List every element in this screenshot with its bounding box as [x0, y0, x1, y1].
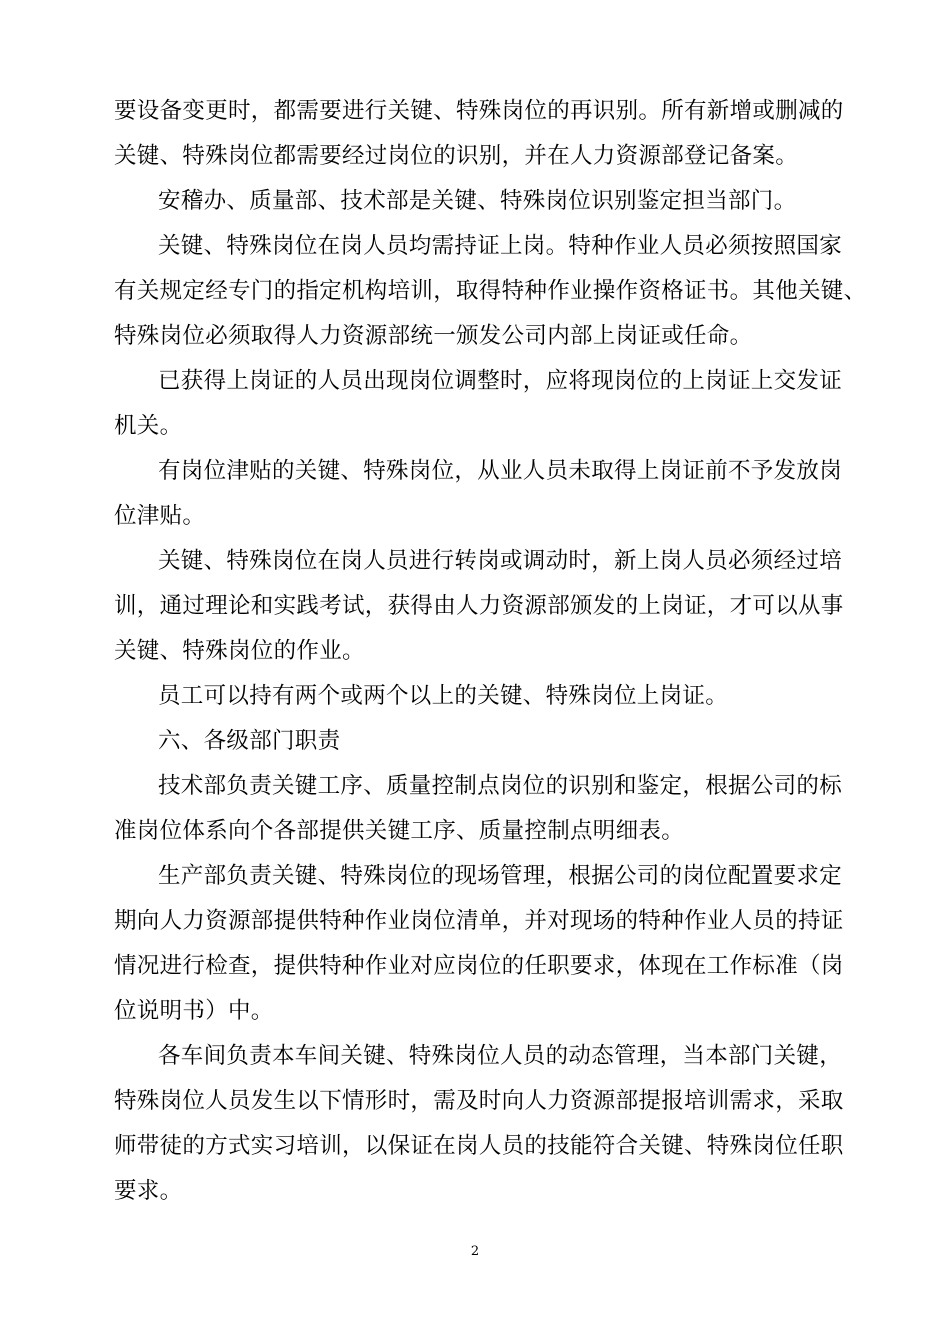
- text-line: 要求。: [114, 1178, 183, 1204]
- text-line: 训，通过理论和实践考试，获得由人力资源部颁发的上岗证，才可以从事: [114, 593, 844, 619]
- text-line: 情况进行检查，提供特种作业对应岗位的任职要求，体现在工作标准（岗: [114, 953, 844, 979]
- text-line: 位说明书）中。: [114, 998, 274, 1024]
- section-heading: 六、各级部门职责: [158, 728, 341, 754]
- text-line: 机关。: [114, 413, 183, 439]
- text-line: 技术部负责关键工序、质量控制点岗位的识别和鉴定，根据公司的标: [158, 773, 843, 799]
- text-line: 关键、特殊岗位在岗人员均需持证上岗。特种作业人员必须按照国家: [158, 233, 843, 259]
- text-line: 关键、特殊岗位的作业。: [114, 638, 365, 664]
- text-line: 生产部负责关键、特殊岗位的现场管理，根据公司的岗位配置要求定: [158, 863, 843, 889]
- text-line: 员工可以持有两个或两个以上的关键、特殊岗位上岗证。: [158, 683, 729, 709]
- text-line: 安稽办、质量部、技术部是关键、特殊岗位识别鉴定担当部门。: [158, 188, 797, 214]
- text-line: 特殊岗位人员发生以下情形时，需及时向人力资源部提报培训需求，采取: [114, 1088, 844, 1114]
- text-line: 关键、特殊岗位都需要经过岗位的识别，并在人力资源部登记备案。: [114, 143, 799, 169]
- page-number: 2: [470, 1244, 480, 1259]
- text-line: 期向人力资源部提供特种作业岗位清单，并对现场的特种作业人员的持证: [114, 908, 844, 934]
- text-line: 有关规定经专门的指定机构培训，取得特种作业操作资格证书。其他关键、: [114, 278, 867, 304]
- text-line: 特殊岗位必须取得人力资源部统一颁发公司内部上岗证或任命。: [114, 323, 753, 349]
- text-line: 关键、特殊岗位在岗人员进行转岗或调动时，新上岗人员必须经过培: [158, 548, 843, 574]
- text-line: 各车间负责本车间关键、特殊岗位人员的动态管理，当本部门关键，: [158, 1043, 843, 1069]
- text-line: 师带徒的方式实习培训，以保证在岗人员的技能符合关键、特殊岗位任职: [114, 1133, 844, 1159]
- text-line: 位津贴。: [114, 503, 206, 529]
- text-line: 准岗位体系向个各部提供关键工序、质量控制点明细表。: [114, 818, 685, 844]
- text-line: 已获得上岗证的人员出现岗位调整时，应将现岗位的上岗证上交发证: [158, 368, 843, 394]
- text-line: 要设备变更时，都需要进行关键、特殊岗位的再识别。所有新增或删减的: [114, 98, 844, 124]
- text-line: 有岗位津贴的关键、特殊岗位，从业人员未取得上岗证前不予发放岗: [158, 458, 843, 484]
